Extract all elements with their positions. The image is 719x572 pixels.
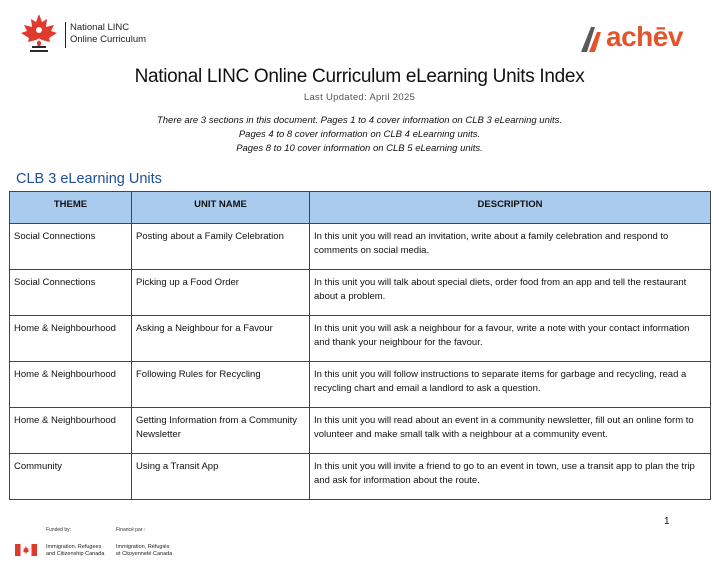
table-row — [10, 316, 711, 362]
cell-unit-name: Using a Transit App — [132, 454, 310, 500]
linc-logo-line2: Online Curriculum — [70, 34, 147, 45]
page-number: 1 — [664, 516, 670, 527]
cell-unit-name: Following Rules for Recycling — [132, 362, 310, 408]
table-row — [10, 454, 711, 500]
funded-by-label: Funded by: — [46, 527, 72, 533]
maple-leaf-person-icon — [18, 13, 60, 53]
ircc-en-line2: and Citizenship Canada — [46, 550, 105, 557]
intro-line: Pages 8 to 10 cover information on CLB 5 eLearning units. — [236, 143, 483, 154]
cell-theme: Social Connections — [10, 270, 132, 316]
achev-wordmark: achēv — [606, 21, 683, 52]
cell-description: In this unit you will talk about special diets, order food from an app and tell the restaurant about a problem. — [310, 270, 711, 316]
cell-theme: Home & Neighbourhood — [10, 316, 132, 362]
header-unit-name: UNIT NAME — [132, 192, 310, 224]
table-row — [10, 362, 711, 408]
linc-logo-line1: National LINC — [70, 22, 130, 33]
achev-mark-icon — [578, 24, 608, 54]
ircc-en-line1: Immigration, Refugees — [46, 544, 102, 550]
header-description: DESCRIPTION — [310, 192, 711, 224]
ircc-fr-line1: Immigration, Réfugiés — [116, 544, 170, 550]
last-updated: Last Updated: April 2025 — [303, 92, 416, 103]
ircc-english-wordmark — [46, 544, 104, 557]
linc-logo — [18, 13, 158, 57]
table-row — [10, 408, 711, 454]
intro-paragraph — [0, 114, 719, 156]
cell-description: In this unit you will invite a friend to go to an event in town, use a transit app to plan the trip and ask for information about the route. — [310, 454, 711, 500]
ircc-fr-line2: et Citoyenneté Canada — [116, 550, 173, 557]
section-heading: CLB 3 eLearning Units — [16, 171, 162, 187]
cell-description: In this unit you will read about an event in a community newsletter, fill out an online form to volunteer and make small talk with a neighbour at a community event. — [310, 408, 711, 454]
cell-unit-name: Picking up a Food Order — [132, 270, 310, 316]
cell-theme: Community — [10, 454, 132, 500]
table-header-row — [10, 192, 711, 224]
achev-logo — [578, 21, 683, 56]
table-row — [10, 224, 711, 270]
intro-line: There are 3 sections in this document. Pages 1 to 4 cover information on CLB 3 eLearning units. — [156, 115, 563, 126]
table-row — [10, 270, 711, 316]
cell-description: In this unit you will ask a neighbour for a favour, write a note with your contact information and thank your neighbour for the favour. — [310, 316, 711, 362]
cell-unit-name: Getting Information from a Community Newsletter — [132, 408, 310, 454]
intro-line: Pages 4 to 8 cover information on CLB 4 eLearning units. — [238, 129, 481, 140]
cell-description: In this unit you will follow instructions to separate items for garbage and recycling, read a recycling chart and email a landlord to ask a question. — [310, 362, 711, 408]
cell-unit-name: Asking a Neighbour for a Favour — [132, 316, 310, 362]
finance-par-label: Financé par : — [116, 527, 146, 533]
cell-theme: Social Connections — [10, 224, 132, 270]
header-theme: THEME — [10, 192, 132, 224]
linc-logo-text — [70, 22, 146, 46]
cell-unit-name: Posting about a Family Celebration — [132, 224, 310, 270]
cell-description: In this unit you will read an invitation, write about a family celebration and respond to comments on social media. — [310, 224, 711, 270]
units-table — [9, 191, 711, 500]
document-title: National LINC Online Curriculum eLearning Units Index — [134, 66, 585, 87]
canada-flag-icon — [15, 544, 37, 556]
ircc-french-wordmark — [116, 544, 172, 557]
cell-theme: Home & Neighbourhood — [10, 408, 132, 454]
logo-divider — [65, 22, 66, 48]
cell-theme: Home & Neighbourhood — [10, 362, 132, 408]
